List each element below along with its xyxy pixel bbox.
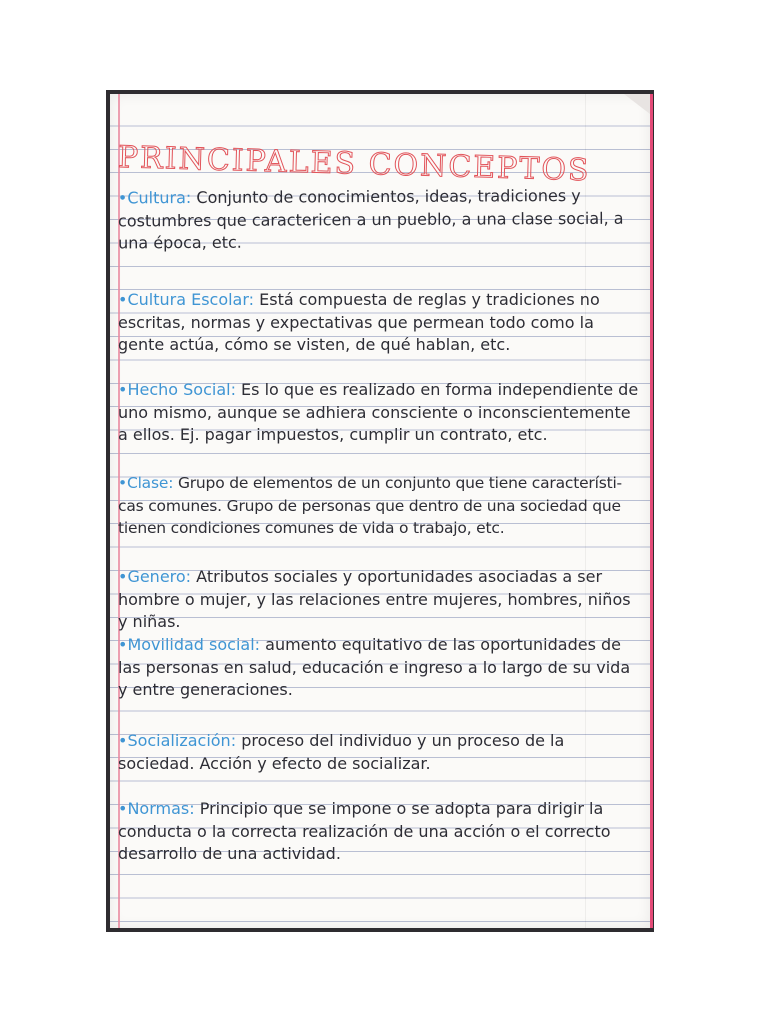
bullet: • <box>118 635 128 654</box>
concept-definition: Está compuesta de reglas y tradiciones no escritas, normas y expectativas que permean todo como la gente actúa, cómo se visten, de qué hablan, etc. <box>118 290 600 355</box>
concept-term: Clase: <box>126 474 174 492</box>
concept-cultura <box>118 185 644 256</box>
bullet: • <box>118 380 128 399</box>
concept-term: Genero: <box>127 567 192 586</box>
bullet: • <box>118 290 128 309</box>
concept-definition: Es lo que es realizado en forma independiente de uno mismo, aunque se adhiera consciente o inconscientemente a ellos. Ej. pagar impuestos, cumplir un contrato, etc. <box>118 380 639 445</box>
concept-genero <box>118 566 644 634</box>
notebook-page <box>110 94 653 928</box>
bullet: • <box>117 188 128 208</box>
concept-term: Normas: <box>127 799 195 818</box>
concept-term: Movilidad social: <box>127 635 261 654</box>
concept-movilidad-social <box>118 634 644 702</box>
concept-term: Socialización: <box>127 731 237 750</box>
concept-definition: proceso del individuo y un proceso de la sociedad. Acción y efecto de socializar. <box>118 731 565 773</box>
concept-definition: Conjunto de conocimientos, ideas, tradiciones y costumbres que caractericen a un pueblo, a una clase social, a una época, etc. <box>117 185 624 253</box>
bullet: • <box>118 731 128 750</box>
concept-normas <box>118 798 644 866</box>
concept-term: Hecho Social: <box>127 380 236 399</box>
concept-hecho-social <box>118 379 644 447</box>
page-corner <box>624 94 650 114</box>
concept-definition: Atributos sociales y oportunidades asociadas a ser hombre o mujer, y las relaciones entre mujeres, hombres, niños y niñas. <box>118 567 631 632</box>
concept-term: Cultura: <box>127 187 192 208</box>
bullet: • <box>118 799 128 818</box>
concept-definition: aumento equitativo de las oportunidades de las personas en salud, educación e ingreso a lo largo de su vida y entre generaciones. <box>118 635 631 700</box>
concept-definition: Grupo de elementos de un conjunto que tiene característi-cas comunes. Grupo de personas que dentro de una sociedad que tienen condiciones comunes de vida o trabajo, etc. <box>118 474 622 538</box>
concept-clase <box>118 472 644 540</box>
concept-cultura-escolar <box>118 289 644 357</box>
page-title: PRINCIPALES CONCEPTOS <box>117 140 591 189</box>
concept-term: Cultura Escolar: <box>127 290 255 309</box>
bullet: • <box>118 567 128 586</box>
concept-definition: Principio que se impone o se adopta para dirigir la conducta o la correcta realización de una acción o el correcto desarrollo de una actividad. <box>118 799 611 864</box>
concept-socializacion <box>118 730 644 775</box>
bullet: • <box>118 474 127 492</box>
